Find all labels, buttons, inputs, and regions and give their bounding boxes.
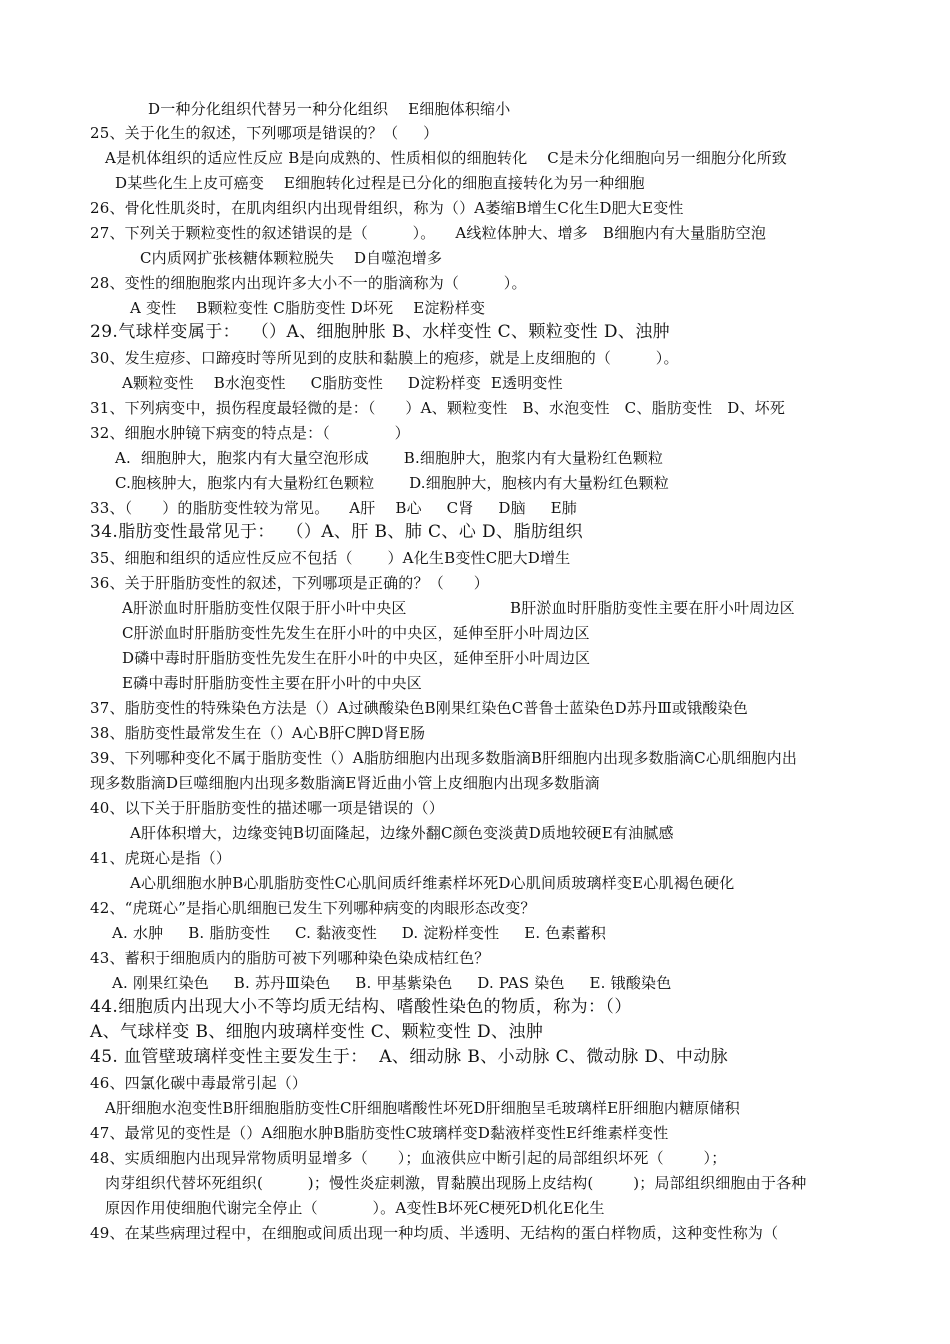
question-36: 36、关于肝脂肪变性的叙述，下列哪项是正确的？（ ） — [90, 574, 489, 592]
text-line: A. 刚果红染色 B. 苏丹Ⅲ染色 B. 甲基紫染色 D. PAS 染色 E. 锇酸染色 — [112, 974, 672, 992]
question-45: 45. 血管壁玻璃样变性主要发生于： A、细动脉 B、小动脉 C、微动脉 D、中动脉 — [90, 1047, 729, 1067]
question-43: 43、蓄积于细胞质内的脂肪可被下列哪种染色染成桔红色？ — [90, 949, 490, 967]
question-41: 41、虎斑心是指（） — [90, 849, 232, 867]
text-line: A 变性 B颗粒变性 C脂肪变性 D坏死 E淀粉样变 — [130, 299, 486, 317]
question-49: 49、在某些病理过程中，在细胞或间质出现一种均质、半透明、无结构的蛋白样物质，这种变性称为（ — [90, 1224, 779, 1242]
text-line: E磷中毒时肝脂肪变性主要在肝小叶的中央区 — [122, 674, 422, 692]
question-44: 44.细胞质内出现大小不等均质无结构、嗜酸性染色的物质，称为：（） — [90, 997, 632, 1017]
text-line: C内质网扩张核糖体颗粒脱失 D自噬泡增多 — [140, 249, 443, 267]
text-line: A是机体组织的适应性反应 B是向成熟的、性质相似的细胞转化 C是未分化细胞向另一细胞分化所致 — [105, 149, 787, 167]
text-line: B肝淤血时肝脂肪变性主要在肝小叶周边区 — [510, 599, 795, 617]
question-38: 38、脂肪变性最常发生在（）A心B肝C脾D肾E肠 — [90, 724, 426, 742]
text-line: D一种分化组织代替另一种分化组织 E细胞体积缩小 — [148, 100, 511, 118]
question-39: 39、下列哪种变化不属于脂肪变性（）A脂肪细胞内出现多数脂滴B肝细胞内出现多数脂滴C心肌细胞内出 — [90, 749, 798, 767]
text-line: 肉芽组织代替坏死组织( )；慢性炎症刺激，胃黏膜出现肠上皮结构( )；局部组织细胞由于各种 — [105, 1174, 807, 1192]
question-29: 29.气球样变属于： （）A、细胞肿胀 B、水样变性 C、颗粒变性 D、浊肿 — [90, 322, 671, 342]
text-line: A肝细胞水泡变性B肝细胞脂肪变性C肝细胞嗜酸性坏死D肝细胞呈毛玻璃样E肝细胞内糖原储积 — [105, 1099, 740, 1117]
question-25: 25、关于化生的叙述，下列哪项是错误的？（ ） — [90, 124, 439, 142]
text-line: 现多数脂滴D巨噬细胞内出现多数脂滴E肾近曲小管上皮细胞内出现多数脂滴 — [90, 774, 600, 792]
question-42: 42、“虎斑心”是指心肌细胞已发生下列哪种病变的肉眼形态改变？ — [90, 899, 536, 917]
question-31: 31、下列病变中，损伤程度最轻微的是：（ ）A、颗粒变性 B、水泡变性 C、脂肪变性 D、坏死 — [90, 399, 786, 417]
text-line: C肝淤血时肝脂肪变性先发生在肝小叶的中央区，延伸至肝小叶周边区 — [122, 624, 590, 642]
question-27: 27、下列关于颗粒变性的叙述错误的是（ ）。 A线粒体肿大、增多 B细胞内有大量脂肪空泡 — [90, 224, 767, 242]
text-line: A肝淤血时肝脂肪变性仅限于肝小叶中央区 — [122, 599, 407, 617]
text-line: D某些化生上皮可癌变 E细胞转化过程是已分化的细胞直接转化为另一种细胞 — [115, 174, 645, 192]
text-line: C.胞核肿大，胞浆内有大量粉红色颗粒 D.细胞肿大，胞核内有大量粉红色颗粒 — [115, 474, 669, 492]
question-40: 40、以下关于肝脂肪变性的描述哪一项是错误的（） — [90, 799, 444, 817]
question-30: 30、发生痘疹、口蹄疫时等所见到的皮肤和黏膜上的疱疹，就是上皮细胞的（ ）。 — [90, 349, 679, 367]
text-line: A肝体积增大，边缘变钝B切面隆起，边缘外翻C颜色变淡黄D质地较硬E有油腻感 — [130, 824, 674, 842]
text-line: A. 水肿 B. 脂肪变性 C. 黏液变性 D. 淀粉样变性 E. 色素蓄积 — [112, 924, 607, 942]
text-line: A、气球样变 B、细胞内玻璃样变性 C、颗粒变性 D、浊肿 — [90, 1022, 544, 1042]
question-32: 32、细胞水肿镜下病变的特点是：（ ） — [90, 424, 410, 442]
question-35: 35、细胞和组织的适应性反应不包括（ ）A化生B变性C肥大D增生 — [90, 549, 571, 567]
question-28: 28、变性的细胞胞浆内出现许多大小不一的脂滴称为（ ）。 — [90, 274, 527, 292]
question-46: 46、四氯化碳中毒最常引起（） — [90, 1074, 308, 1092]
text-line: A心肌细胞水肿B心肌脂肪变性C心肌间质纤维素样坏死D心肌间质玻璃样变E心肌褐色硬化 — [130, 874, 735, 892]
text-line: A颗粒变性 B水泡变性 C脂肪变性 D淀粉样变 E透明变性 — [122, 374, 563, 392]
question-48: 48、实质细胞内出现异常物质明显增多（ ）；血液供应中断引起的局部组织坏死（ ）； — [90, 1149, 727, 1167]
text-line: A. 细胞肿大，胞浆内有大量空泡形成 B.细胞肿大，胞浆内有大量粉红色颗粒 — [115, 449, 664, 467]
question-37: 37、脂肪变性的特殊染色方法是（）A过碘酸染色B刚果红染色C普鲁士蓝染色D苏丹Ⅲ或锇酸染色 — [90, 699, 748, 717]
question-47: 47、最常见的变性是（）A细胞水肿B脂肪变性C玻璃样变D黏液样变性E纤维素样变性 — [90, 1124, 669, 1142]
text-line: D磷中毒时肝脂肪变性先发生在肝小叶的中央区，延伸至肝小叶周边区 — [122, 649, 591, 667]
question-26: 26、骨化性肌炎时，在肌肉组织内出现骨组织，称为（）A萎缩B增生C化生D肥大E变性 — [90, 199, 684, 217]
question-33: 33、（ ）的脂肪变性较为常见。 A肝 B心 C肾 D脑 E肺 — [90, 499, 577, 517]
question-34: 34.脂肪变性最常见于： （）A、肝 B、肺 C、心 D、脂肪组织 — [90, 522, 584, 542]
text-line: 原因作用使细胞代谢完全停止（ ）。A变性B坏死C梗死D机化E化生 — [105, 1199, 605, 1217]
